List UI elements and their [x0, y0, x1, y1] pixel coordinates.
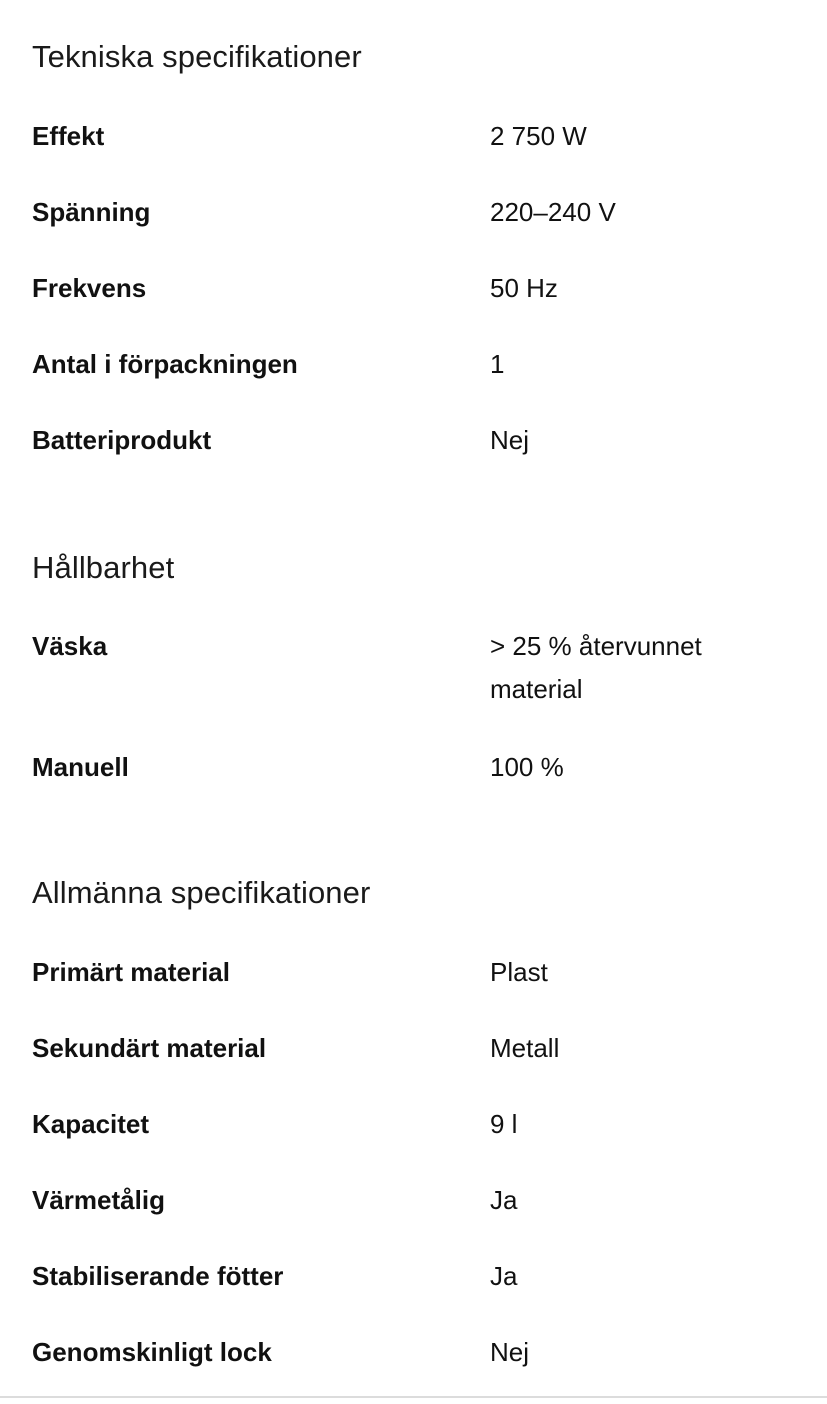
spec-label-primart-material: Primärt material — [32, 957, 230, 987]
spec-label-spanning: Spänning — [32, 197, 151, 227]
spec-value-frekvens: 50 Hz — [490, 273, 558, 303]
spec-value-sekundart-material: Metall — [490, 1033, 560, 1063]
section-title-tekniska: Tekniska specifikationer — [32, 39, 362, 74]
spec-label-frekvens: Frekvens — [32, 273, 147, 303]
spec-label-vaska: Väska — [32, 631, 108, 661]
spec-label-batteriprodukt: Batteriprodukt — [32, 425, 212, 455]
spec-value-kapacitet: 9 l — [490, 1109, 518, 1139]
spec-value-stabiliserande-fotter: Ja — [490, 1261, 518, 1291]
spec-value-primart-material: Plast — [490, 957, 548, 987]
spec-value-batteriprodukt: Nej — [490, 425, 530, 455]
spec-value-effekt: 2 750 W — [490, 121, 587, 151]
section-title-allmanna: Allmänna specifikationer — [32, 875, 371, 910]
spec-value-vaska: > 25 % återvunnet material — [490, 631, 702, 704]
section-title-hallbarhet: Hållbarhet — [32, 550, 175, 585]
spec-label-genomskinligt-lock: Genomskinligt lock — [32, 1337, 272, 1367]
spec-value-antal: 1 — [490, 349, 505, 379]
spec-label-varmetalig: Värmetålig — [32, 1185, 165, 1215]
spec-label-manuell: Manuell — [32, 752, 129, 782]
spec-value-genomskinligt-lock: Nej — [490, 1337, 530, 1367]
spec-label-effekt: Effekt — [32, 121, 105, 151]
spec-value-manuell: 100 % — [490, 752, 564, 782]
spec-label-antal: Antal i förpackningen — [32, 349, 298, 379]
bottom-divider — [0, 1396, 827, 1398]
spec-label-stabiliserande-fotter: Stabiliserande fötter — [32, 1261, 284, 1291]
spec-value-spanning: 220–240 V — [490, 197, 616, 227]
spec-label-kapacitet: Kapacitet — [32, 1109, 150, 1139]
spec-label-sekundart-material: Sekundärt material — [32, 1033, 267, 1063]
spec-value-varmetalig: Ja — [490, 1185, 518, 1215]
